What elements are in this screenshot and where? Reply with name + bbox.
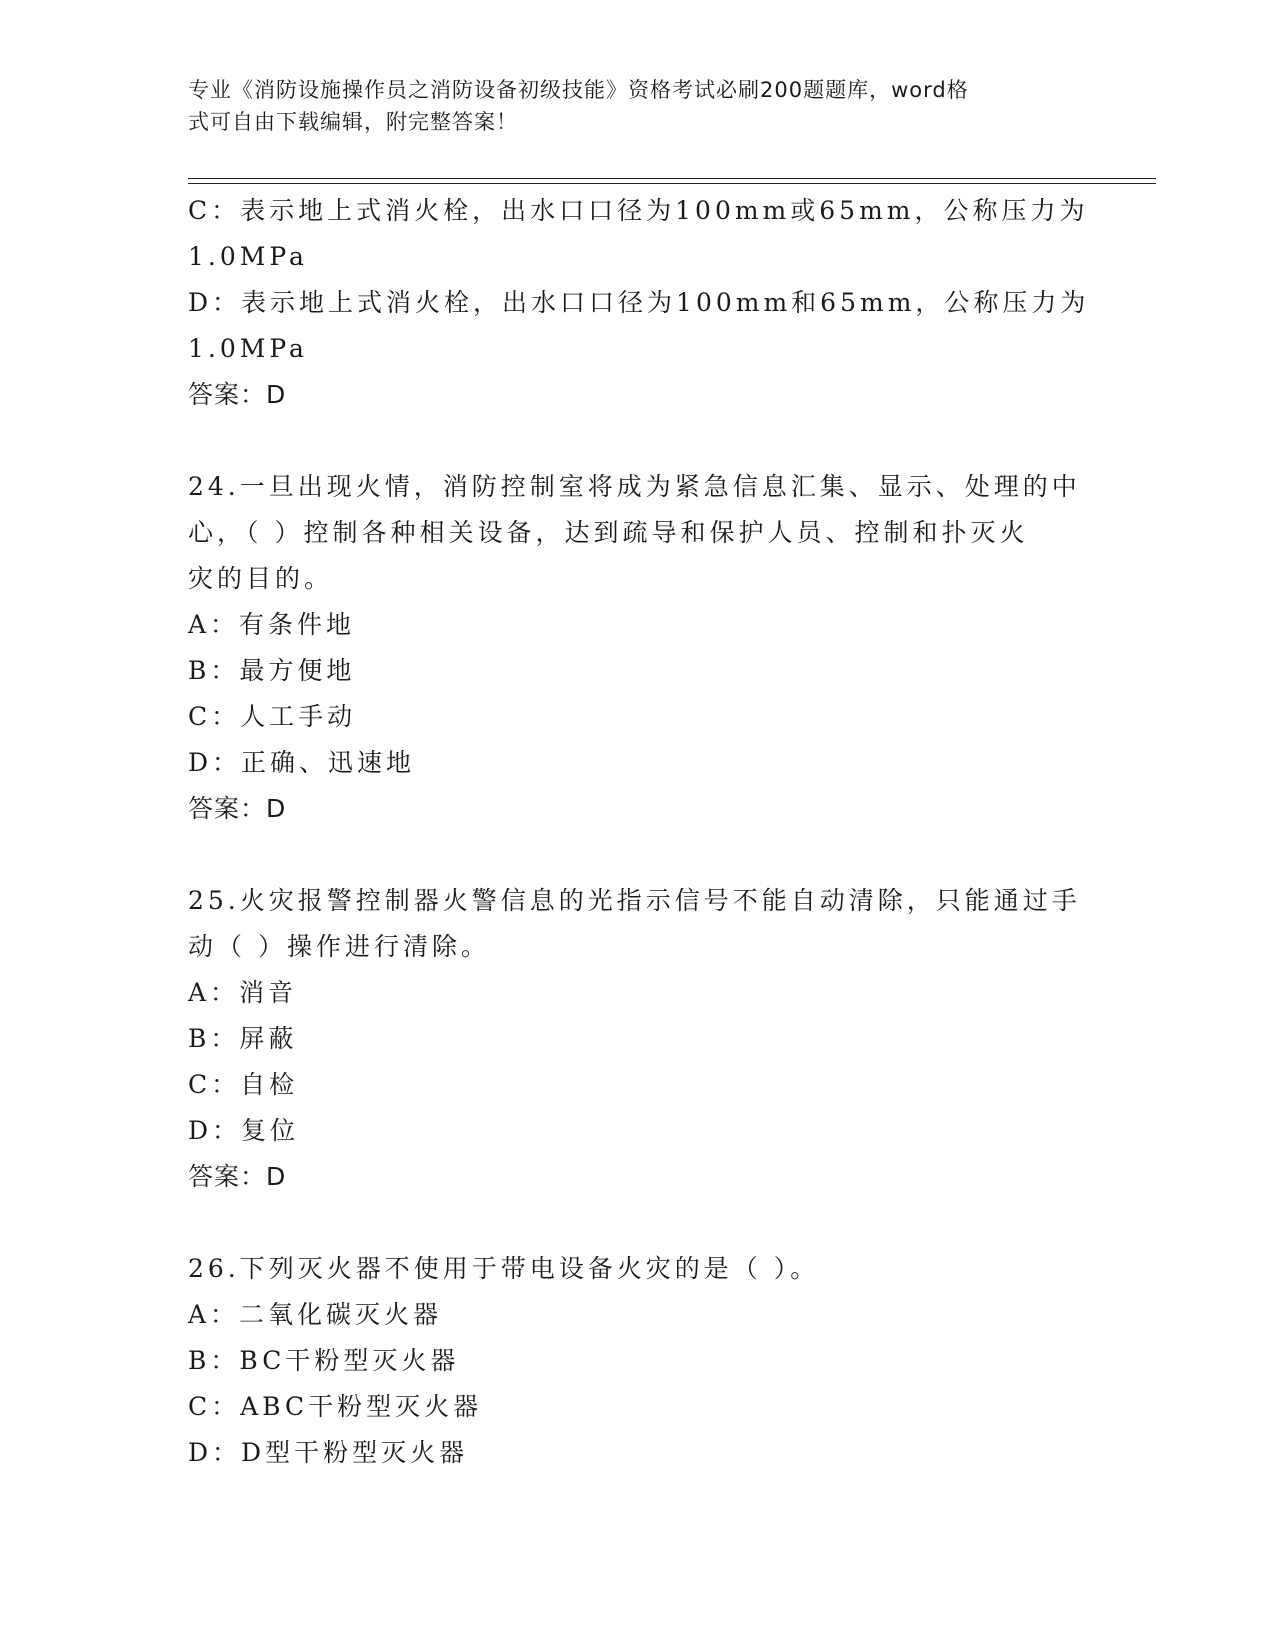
header-line-2: 式可自由下载编辑，附完整答案！ — [188, 110, 518, 134]
option-d-line-2: 1.0MPa — [188, 334, 308, 363]
option-c: C：自检 — [188, 1070, 299, 1099]
question-text-line-3: 灾的目的。 — [188, 564, 334, 593]
header-divider-top — [188, 178, 1156, 179]
question-text-line-2: 心，（ ）控制各种相关设备，达到疏导和保护人员、控制和扑灭火 — [188, 518, 1029, 547]
option-d: D：D型干粉型灭火器 — [188, 1438, 469, 1467]
spacer — [188, 832, 1088, 878]
answer: 答案：D — [188, 1162, 287, 1191]
header-divider-bottom — [188, 183, 1156, 184]
option-d: D：复位 — [188, 1116, 300, 1145]
option-c-line-1: C：表示地上式消火栓，出水口口径为100mm或65mm，公称压力为 — [188, 196, 1089, 225]
header-line-1: 专业《消防设施操作员之消防设备初级技能》资格考试必刷200题题库，word格 — [188, 78, 969, 102]
option-c: C：人工手动 — [188, 702, 357, 731]
question-25-block — [188, 878, 1088, 1200]
question-text-line-1: 25.火灾报警控制器火警信息的光指示信号不能自动清除，只能通过手 — [188, 886, 1081, 915]
option-d-line-1: D：表示地上式消火栓，出水口口径为100mm和65mm，公称压力为 — [188, 288, 1090, 317]
option-b: B：屏蔽 — [188, 1024, 298, 1053]
answer: 答案：D — [188, 380, 287, 409]
option-b: B：最方便地 — [188, 656, 356, 685]
prev-question-block — [188, 188, 1088, 418]
option-a: A：消音 — [188, 978, 298, 1007]
question-content — [188, 188, 1088, 1476]
spacer — [188, 418, 1088, 464]
answer: 答案：D — [188, 794, 287, 823]
question-24-block — [188, 464, 1088, 832]
option-c: C：ABC干粉型灭火器 — [188, 1392, 483, 1421]
option-a: A：有条件地 — [188, 610, 356, 639]
option-a: A：二氧化碳灭火器 — [188, 1300, 443, 1329]
question-26-block — [188, 1246, 1088, 1476]
document-header — [188, 74, 1068, 138]
option-b: B：BC干粉型灭火器 — [188, 1346, 460, 1375]
option-c-line-2: 1.0MPa — [188, 242, 308, 271]
option-d: D：正确、迅速地 — [188, 748, 416, 777]
spacer — [188, 1200, 1088, 1246]
question-text-line-1: 24.一旦出现火情，消防控制室将成为紧急信息汇集、显示、处理的中 — [188, 472, 1081, 501]
question-text-line-2: 动（ ）操作进行清除。 — [188, 932, 490, 961]
question-text-line-1: 26.下列灭火器不使用于带电设备火灾的是（ ）。 — [188, 1254, 820, 1283]
